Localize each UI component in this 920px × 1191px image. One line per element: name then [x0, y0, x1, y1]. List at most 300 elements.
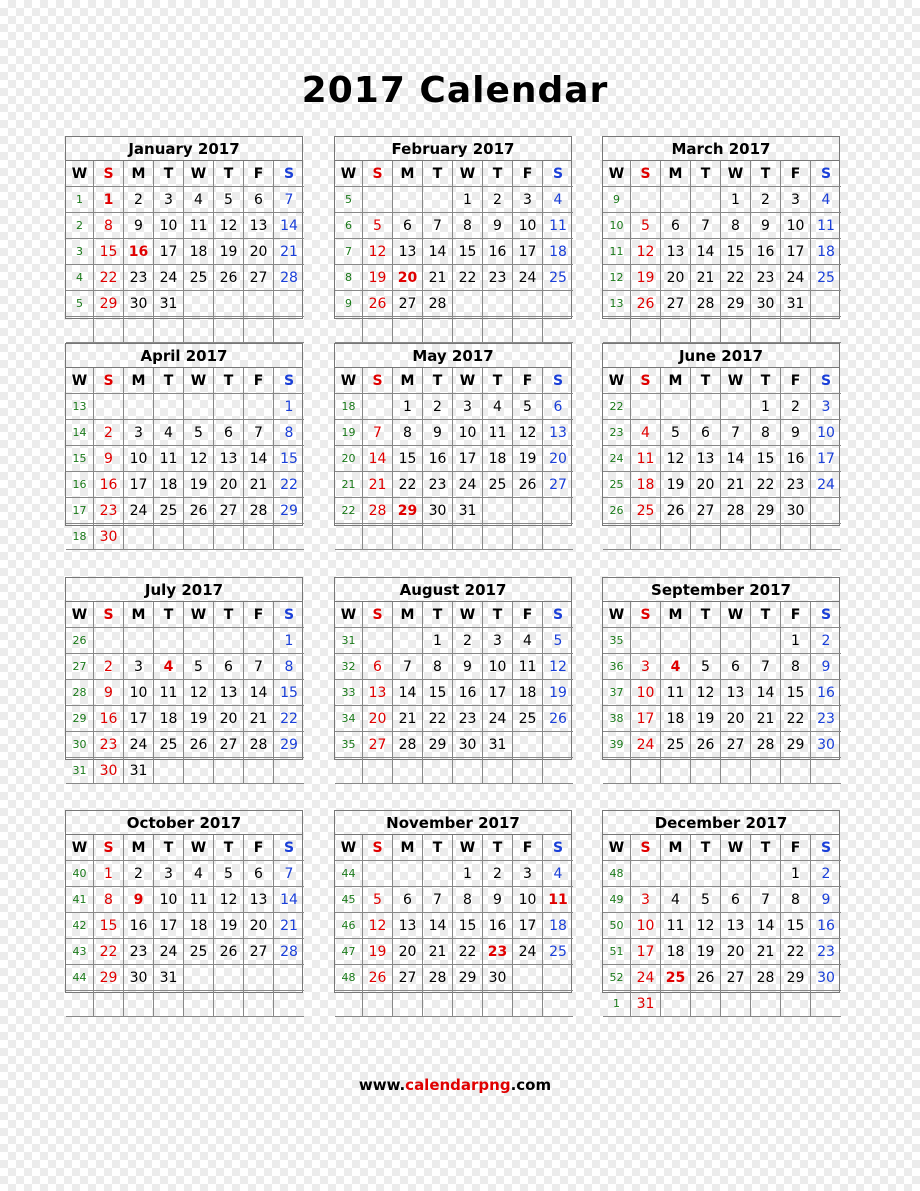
day-cell: 11	[631, 446, 661, 472]
day-cell: 12	[543, 654, 573, 680]
day-cell: 19	[691, 706, 721, 732]
day-cell: 17	[154, 913, 184, 939]
week-number: 31	[335, 628, 363, 654]
day-cell: 15	[94, 913, 124, 939]
day-cell: 8	[423, 654, 453, 680]
week-number	[335, 524, 363, 550]
day-cell: 28	[423, 291, 453, 317]
empty-day-cell	[244, 317, 274, 343]
day-cell: 9	[453, 654, 483, 680]
day-cell: 16	[94, 472, 124, 498]
month-days-grid	[603, 602, 839, 784]
day-cell: 24	[483, 706, 513, 732]
week-number: 34	[335, 706, 363, 732]
day-cell: 21	[244, 706, 274, 732]
empty-day-cell	[154, 317, 184, 343]
month-march	[602, 136, 840, 319]
day-cell: 28	[691, 291, 721, 317]
week-number: 8	[335, 265, 363, 291]
day-cell: 29	[274, 732, 304, 758]
day-cell: 2	[751, 187, 781, 213]
weekday-header: W	[184, 368, 214, 394]
empty-day-cell	[631, 394, 661, 420]
week-number: 23	[603, 420, 631, 446]
day-cell: 31	[631, 991, 661, 1017]
empty-day-cell	[661, 187, 691, 213]
empty-day-cell	[631, 628, 661, 654]
day-cell: 3	[154, 861, 184, 887]
day-cell: 11	[154, 680, 184, 706]
empty-day-cell	[543, 965, 573, 991]
day-cell: 10	[453, 420, 483, 446]
day-cell: 10	[154, 213, 184, 239]
day-cell: 2	[811, 861, 841, 887]
day-cell: 17	[154, 239, 184, 265]
day-cell: 29	[751, 498, 781, 524]
day-cell: 11	[513, 654, 543, 680]
day-cell: 30	[124, 291, 154, 317]
day-cell: 5	[214, 861, 244, 887]
day-cell: 23	[781, 472, 811, 498]
day-cell: 15	[274, 680, 304, 706]
day-cell: 22	[423, 706, 453, 732]
weekday-header: W	[184, 602, 214, 628]
weekday-header: S	[363, 835, 393, 861]
empty-day-cell	[631, 317, 661, 343]
day-cell: 4	[184, 187, 214, 213]
week-header: W	[335, 835, 363, 861]
week-number: 24	[603, 446, 631, 472]
empty-day-cell	[124, 628, 154, 654]
empty-day-cell	[751, 524, 781, 550]
weekday-header: T	[691, 368, 721, 394]
weekday-header: S	[811, 368, 841, 394]
day-cell: 6	[363, 654, 393, 680]
weekday-header: F	[513, 368, 543, 394]
empty-day-cell	[124, 524, 154, 550]
empty-day-cell	[184, 965, 214, 991]
day-cell: 22	[94, 939, 124, 965]
month-april	[65, 343, 303, 545]
empty-day-cell	[363, 187, 393, 213]
week-number: 35	[603, 628, 631, 654]
day-cell: 29	[721, 291, 751, 317]
month-february	[334, 136, 572, 319]
day-cell: 3	[781, 187, 811, 213]
weekday-header: T	[483, 835, 513, 861]
day-cell: 24	[154, 939, 184, 965]
day-cell: 14	[751, 913, 781, 939]
empty-day-cell	[483, 758, 513, 784]
week-header: W	[335, 602, 363, 628]
empty-day-cell	[363, 861, 393, 887]
day-cell: 7	[691, 213, 721, 239]
empty-day-cell	[513, 524, 543, 550]
day-cell: 11	[483, 420, 513, 446]
empty-day-cell	[94, 317, 124, 343]
day-cell: 7	[721, 420, 751, 446]
day-cell: 28	[393, 732, 423, 758]
empty-day-cell	[154, 524, 184, 550]
empty-day-cell	[543, 498, 573, 524]
day-cell: 26	[661, 498, 691, 524]
weekday-header: F	[781, 602, 811, 628]
empty-day-cell	[453, 317, 483, 343]
empty-day-cell	[513, 758, 543, 784]
month-days-grid	[66, 835, 302, 1017]
empty-day-cell	[423, 317, 453, 343]
week-number: 9	[603, 187, 631, 213]
empty-day-cell	[453, 291, 483, 317]
day-cell: 3	[453, 394, 483, 420]
week-header: W	[335, 161, 363, 187]
empty-day-cell	[811, 524, 841, 550]
empty-day-cell	[513, 291, 543, 317]
weekday-header: S	[363, 161, 393, 187]
day-cell: 3	[811, 394, 841, 420]
day-cell: 15	[94, 239, 124, 265]
week-number: 26	[603, 498, 631, 524]
empty-day-cell	[154, 991, 184, 1017]
day-cell: 1	[94, 187, 124, 213]
day-cell: 12	[631, 239, 661, 265]
day-cell: 25	[631, 498, 661, 524]
weekday-header: F	[244, 602, 274, 628]
day-cell: 12	[214, 887, 244, 913]
day-cell: 11	[543, 213, 573, 239]
empty-day-cell	[751, 861, 781, 887]
empty-day-cell	[393, 628, 423, 654]
day-cell: 17	[513, 913, 543, 939]
day-cell: 6	[721, 654, 751, 680]
day-cell: 20	[214, 706, 244, 732]
day-cell: 19	[363, 265, 393, 291]
day-cell: 8	[94, 213, 124, 239]
empty-day-cell	[661, 758, 691, 784]
empty-day-cell	[94, 991, 124, 1017]
day-cell: 21	[751, 939, 781, 965]
month-days-grid	[66, 161, 302, 343]
week-number: 17	[66, 498, 94, 524]
day-cell: 20	[721, 706, 751, 732]
day-cell: 26	[214, 939, 244, 965]
day-cell: 4	[661, 654, 691, 680]
week-number: 1	[603, 991, 631, 1017]
weekday-header: W	[721, 368, 751, 394]
day-cell: 30	[453, 732, 483, 758]
week-header: W	[66, 602, 94, 628]
month-days-grid	[335, 161, 571, 343]
day-cell: 29	[453, 965, 483, 991]
week-header: W	[335, 368, 363, 394]
weekday-header: W	[721, 602, 751, 628]
weekday-header: W	[453, 368, 483, 394]
month-title: March 2017	[603, 137, 839, 161]
empty-day-cell	[214, 965, 244, 991]
day-cell: 19	[363, 939, 393, 965]
day-cell: 24	[124, 732, 154, 758]
empty-day-cell	[631, 187, 661, 213]
week-number: 21	[335, 472, 363, 498]
empty-day-cell	[94, 394, 124, 420]
month-title: October 2017	[66, 811, 302, 835]
month-june	[602, 343, 840, 526]
day-cell: 1	[94, 861, 124, 887]
day-cell: 26	[214, 265, 244, 291]
week-number: 9	[335, 291, 363, 317]
week-number: 50	[603, 913, 631, 939]
empty-day-cell	[393, 991, 423, 1017]
day-cell: 27	[393, 291, 423, 317]
day-cell: 15	[423, 680, 453, 706]
day-cell: 2	[811, 628, 841, 654]
weekday-header: S	[274, 602, 304, 628]
week-header: W	[66, 368, 94, 394]
day-cell: 18	[154, 706, 184, 732]
day-cell: 24	[124, 498, 154, 524]
day-cell: 3	[513, 861, 543, 887]
week-number: 31	[66, 758, 94, 784]
day-cell: 17	[453, 446, 483, 472]
day-cell: 8	[274, 654, 304, 680]
day-cell: 18	[513, 680, 543, 706]
day-cell: 22	[274, 472, 304, 498]
day-cell: 21	[274, 913, 304, 939]
day-cell: 23	[94, 732, 124, 758]
empty-day-cell	[661, 524, 691, 550]
empty-day-cell	[274, 524, 304, 550]
weekday-header: T	[691, 161, 721, 187]
day-cell: 4	[631, 420, 661, 446]
day-cell: 7	[751, 887, 781, 913]
day-cell: 6	[214, 654, 244, 680]
empty-day-cell	[184, 991, 214, 1017]
week-number: 46	[335, 913, 363, 939]
day-cell: 13	[393, 913, 423, 939]
day-cell: 6	[661, 213, 691, 239]
week-number: 12	[603, 265, 631, 291]
day-cell: 23	[483, 265, 513, 291]
day-cell: 24	[631, 965, 661, 991]
day-cell: 8	[94, 887, 124, 913]
day-cell: 13	[244, 887, 274, 913]
weekday-header: S	[543, 835, 573, 861]
day-cell: 29	[94, 291, 124, 317]
day-cell: 13	[691, 446, 721, 472]
day-cell: 27	[363, 732, 393, 758]
month-title: September 2017	[603, 578, 839, 602]
day-cell: 29	[781, 965, 811, 991]
day-cell: 13	[393, 239, 423, 265]
day-cell: 13	[214, 680, 244, 706]
week-number: 36	[603, 654, 631, 680]
day-cell: 20	[244, 239, 274, 265]
day-cell: 17	[811, 446, 841, 472]
empty-day-cell	[661, 628, 691, 654]
empty-day-cell	[513, 498, 543, 524]
empty-day-cell	[154, 394, 184, 420]
day-cell: 30	[811, 965, 841, 991]
weekday-header: T	[154, 602, 184, 628]
empty-day-cell	[453, 991, 483, 1017]
day-cell: 31	[781, 291, 811, 317]
empty-day-cell	[691, 317, 721, 343]
weekday-header: S	[363, 368, 393, 394]
week-header: W	[603, 368, 631, 394]
day-cell: 26	[691, 965, 721, 991]
weekday-header: S	[94, 368, 124, 394]
day-cell: 17	[781, 239, 811, 265]
weekday-header: M	[661, 368, 691, 394]
day-cell: 25	[513, 706, 543, 732]
weekday-header: S	[811, 602, 841, 628]
day-cell: 17	[124, 706, 154, 732]
day-cell: 19	[184, 706, 214, 732]
week-number: 30	[66, 732, 94, 758]
weekday-header: W	[453, 161, 483, 187]
day-cell: 28	[751, 965, 781, 991]
day-cell: 23	[483, 939, 513, 965]
empty-day-cell	[184, 394, 214, 420]
day-cell: 3	[483, 628, 513, 654]
empty-day-cell	[393, 524, 423, 550]
weekday-header: T	[214, 368, 244, 394]
empty-day-cell	[244, 991, 274, 1017]
day-cell: 10	[631, 680, 661, 706]
page-title: 2017 Calendar	[301, 70, 609, 111]
empty-day-cell	[513, 732, 543, 758]
weekday-header: T	[423, 161, 453, 187]
day-cell: 5	[363, 887, 393, 913]
day-cell: 30	[423, 498, 453, 524]
empty-day-cell	[184, 317, 214, 343]
weekday-header: W	[721, 161, 751, 187]
week-number: 19	[335, 420, 363, 446]
month-october	[65, 810, 303, 993]
week-number: 29	[66, 706, 94, 732]
day-cell: 16	[453, 680, 483, 706]
day-cell: 30	[94, 758, 124, 784]
day-cell: 5	[661, 420, 691, 446]
empty-day-cell	[184, 628, 214, 654]
day-cell: 6	[214, 420, 244, 446]
day-cell: 5	[691, 887, 721, 913]
day-cell: 20	[363, 706, 393, 732]
empty-day-cell	[154, 758, 184, 784]
day-cell: 15	[781, 913, 811, 939]
week-number: 48	[335, 965, 363, 991]
week-number: 42	[66, 913, 94, 939]
day-cell: 15	[751, 446, 781, 472]
empty-day-cell	[513, 317, 543, 343]
week-number	[335, 317, 363, 343]
day-cell: 23	[423, 472, 453, 498]
week-number: 32	[335, 654, 363, 680]
day-cell: 4	[184, 861, 214, 887]
day-cell: 8	[453, 213, 483, 239]
day-cell: 11	[184, 213, 214, 239]
day-cell: 5	[214, 187, 244, 213]
day-cell: 27	[393, 965, 423, 991]
week-number: 3	[66, 239, 94, 265]
empty-day-cell	[214, 317, 244, 343]
weekday-header: S	[274, 368, 304, 394]
day-cell: 24	[781, 265, 811, 291]
day-cell: 14	[751, 680, 781, 706]
day-cell: 9	[94, 446, 124, 472]
footer-url[interactable]	[0, 1076, 910, 1094]
empty-day-cell	[661, 317, 691, 343]
empty-day-cell	[363, 628, 393, 654]
week-number: 45	[335, 887, 363, 913]
day-cell: 29	[393, 498, 423, 524]
empty-day-cell	[363, 317, 393, 343]
empty-day-cell	[811, 291, 841, 317]
day-cell: 11	[543, 887, 573, 913]
day-cell: 10	[483, 654, 513, 680]
month-july	[65, 577, 303, 779]
day-cell: 5	[184, 654, 214, 680]
day-cell: 24	[811, 472, 841, 498]
day-cell: 20	[691, 472, 721, 498]
day-cell: 27	[661, 291, 691, 317]
day-cell: 15	[274, 446, 304, 472]
week-number: 40	[66, 861, 94, 887]
empty-day-cell	[631, 524, 661, 550]
empty-day-cell	[184, 524, 214, 550]
week-number	[335, 991, 363, 1017]
day-cell: 7	[751, 654, 781, 680]
empty-day-cell	[691, 187, 721, 213]
weekday-header: W	[184, 835, 214, 861]
day-cell: 14	[423, 913, 453, 939]
day-cell: 24	[513, 939, 543, 965]
day-cell: 4	[543, 187, 573, 213]
day-cell: 7	[423, 887, 453, 913]
day-cell: 18	[661, 939, 691, 965]
weekday-header: S	[94, 835, 124, 861]
day-cell: 13	[244, 213, 274, 239]
weekday-header: F	[781, 835, 811, 861]
month-title: December 2017	[603, 811, 839, 835]
month-days-grid	[335, 368, 571, 550]
weekday-header: M	[124, 602, 154, 628]
day-cell: 12	[184, 446, 214, 472]
day-cell: 1	[453, 861, 483, 887]
day-cell: 9	[751, 213, 781, 239]
week-number: 5	[66, 291, 94, 317]
empty-day-cell	[363, 394, 393, 420]
day-cell: 7	[363, 420, 393, 446]
empty-day-cell	[483, 291, 513, 317]
empty-day-cell	[124, 991, 154, 1017]
weekday-header: F	[513, 835, 543, 861]
week-number: 43	[66, 939, 94, 965]
day-cell: 21	[244, 472, 274, 498]
month-august	[334, 577, 572, 760]
weekday-header: S	[94, 602, 124, 628]
day-cell: 11	[184, 887, 214, 913]
month-title: November 2017	[335, 811, 571, 835]
day-cell: 3	[154, 187, 184, 213]
day-cell: 14	[393, 680, 423, 706]
empty-day-cell	[751, 758, 781, 784]
empty-day-cell	[691, 394, 721, 420]
day-cell: 30	[94, 524, 124, 550]
day-cell: 18	[184, 913, 214, 939]
week-number: 1	[66, 187, 94, 213]
day-cell: 17	[513, 239, 543, 265]
